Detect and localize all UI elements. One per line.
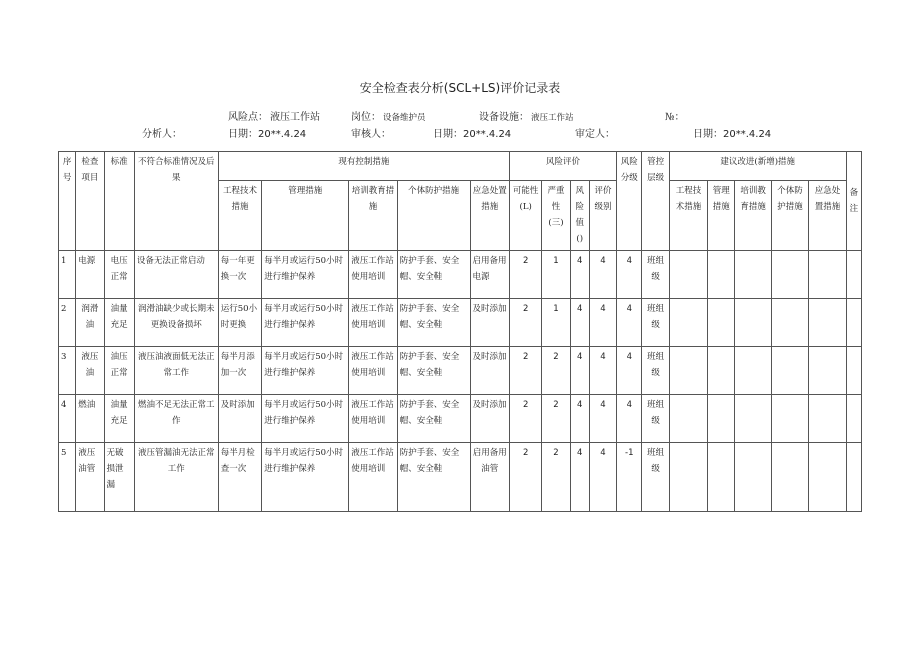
suggest-ppe-header: 个体防护措施 (771, 181, 808, 251)
no-label: №： (665, 112, 685, 123)
col-grade-header: 风险分级 (617, 152, 642, 251)
risk-value-cell: 4 (570, 394, 589, 442)
item-cell: 电源 (76, 250, 104, 298)
post-field (351, 108, 426, 123)
evaluation-table (58, 151, 862, 512)
mgmt-cell: 每半月或运行50小时进行维护保养 (262, 298, 349, 346)
ppe-cell: 防护手套、安全帽、安全鞋 (397, 298, 470, 346)
item-cell: 液压油管 (76, 443, 104, 512)
empty-cell (708, 394, 735, 442)
empty-cell (735, 346, 771, 394)
seq-cell: 1 (59, 250, 76, 298)
risk-l-header: 可能性(L) (509, 181, 541, 251)
eng-cell: 及时添加 (218, 394, 261, 442)
s-cell: 2 (542, 394, 570, 442)
eng-cell: 每半月检查一次 (218, 443, 261, 512)
empty-cell (846, 298, 861, 346)
mgmt-cell: 每半月或运行50小时进行维护保养 (262, 394, 349, 442)
seq-cell: 3 (59, 346, 76, 394)
empty-cell (669, 346, 707, 394)
seq-cell: 4 (59, 394, 76, 442)
analyst-label: 分析人： (142, 129, 182, 140)
control-level-cell: 班组级 (642, 443, 669, 512)
facility-label: 设备设施： (479, 112, 529, 123)
s-cell: 2 (542, 443, 570, 512)
col-seq-header: 序号 (59, 152, 76, 251)
risk-point-label: 风险点： (228, 112, 268, 123)
risk-value-cell: 4 (570, 443, 589, 512)
empty-cell (809, 394, 846, 442)
l-cell: 2 (509, 298, 541, 346)
risk-point-field (228, 108, 320, 123)
date-label-1: 日期： (228, 129, 258, 140)
train-cell: 液压工作站使用培训 (349, 346, 398, 394)
empty-cell (771, 298, 808, 346)
level-cell: 4 (589, 394, 616, 442)
grade-cell: -1 (617, 443, 642, 512)
table-row (59, 250, 862, 298)
date-value-2: 20**.4.24 (463, 129, 512, 140)
ppe-cell: 防护手套、安全帽、安全鞋 (397, 394, 470, 442)
control-level-cell: 班组级 (642, 250, 669, 298)
grade-cell: 4 (617, 298, 642, 346)
page-title: 安全检查表分析(SCL+LS)评价记录表 (359, 81, 561, 95)
existing-mgmt-header: 管理措施 (262, 181, 349, 251)
table-row (59, 394, 862, 442)
mgmt-cell: 每半月或运行50小时进行维护保养 (262, 443, 349, 512)
risk-point-value: 液压工作站 (270, 112, 320, 123)
standard-cell: 油量充足 (104, 298, 134, 346)
date-value-3: 20**.4.24 (723, 129, 772, 140)
mgmt-cell: 每半月或运行50小时进行维护保养 (262, 346, 349, 394)
level-cell: 4 (589, 250, 616, 298)
ppe-cell: 防护手套、安全帽、安全鞋 (397, 346, 470, 394)
emerg-cell: 启用备用电源 (470, 250, 509, 298)
emerg-cell: 及时添加 (470, 394, 509, 442)
date-field-1 (228, 125, 306, 140)
empty-cell (771, 443, 808, 512)
risk-s-header: 严重性(三) (542, 181, 570, 251)
item-cell: 润滑油 (76, 298, 104, 346)
control-level-cell: 班组级 (642, 394, 669, 442)
date-label-2: 日期： (433, 129, 463, 140)
date-field-3 (693, 125, 771, 140)
empty-cell (771, 394, 808, 442)
empty-cell (735, 250, 771, 298)
col-remark-header: 备注 (846, 152, 861, 251)
grade-cell: 4 (617, 394, 642, 442)
level-cell: 4 (589, 443, 616, 512)
standard-cell: 油量充足 (104, 394, 134, 442)
table-row (59, 443, 862, 512)
facility-value: 液压工作站 (531, 113, 574, 123)
level-cell: 4 (589, 298, 616, 346)
suggest-train-header: 培训教育措施 (735, 181, 771, 251)
empty-cell (708, 346, 735, 394)
col-nonconform-header: 不符合标准情况及后果 (134, 152, 218, 251)
standard-cell: 电压正常 (104, 250, 134, 298)
standard-cell: 油压正常 (104, 346, 134, 394)
control-level-cell: 班组级 (642, 346, 669, 394)
standard-cell: 无破损泄漏 (104, 443, 134, 512)
suggest-mgmt-header: 管理措施 (708, 181, 735, 251)
emerg-cell: 启用备用油管 (470, 443, 509, 512)
approver-label: 审定人： (575, 129, 615, 140)
eng-cell: 每一年更换一次 (218, 250, 261, 298)
level-cell: 4 (589, 346, 616, 394)
nonconform-cell: 设备无法正常启动 (134, 250, 218, 298)
ppe-cell: 防护手套、安全帽、安全鞋 (397, 443, 470, 512)
nonconform-cell: 液压油液面低无法正常工作 (134, 346, 218, 394)
table-row (59, 298, 862, 346)
empty-cell (669, 250, 707, 298)
grade-cell: 4 (617, 250, 642, 298)
nonconform-cell: 润滑油缺少或长期未更换设备损坏 (134, 298, 218, 346)
ppe-cell: 防护手套、安全帽、安全鞋 (397, 250, 470, 298)
empty-cell (708, 298, 735, 346)
empty-cell (735, 298, 771, 346)
suggest-eng-header: 工程技术措施 (669, 181, 707, 251)
risk-value-cell: 4 (570, 298, 589, 346)
eng-cell: 每半月添加一次 (218, 346, 261, 394)
eng-cell: 运行50小时更换 (218, 298, 261, 346)
suggest-emerg-header: 应急处置措施 (809, 181, 846, 251)
facility-field (479, 108, 574, 123)
risk-value-cell: 4 (570, 346, 589, 394)
mgmt-cell: 每半月或运行50小时进行维护保养 (262, 250, 349, 298)
date-field-2 (433, 125, 511, 140)
col-standard-header: 标准 (104, 152, 134, 251)
emerg-cell: 及时添加 (470, 298, 509, 346)
post-label: 岗位： (351, 112, 381, 123)
empty-cell (735, 394, 771, 442)
date-label-3: 日期： (693, 129, 723, 140)
train-cell: 液压工作站使用培训 (349, 298, 398, 346)
s-cell: 2 (542, 346, 570, 394)
emerg-cell: 及时添加 (470, 346, 509, 394)
empty-cell (735, 443, 771, 512)
empty-cell (809, 250, 846, 298)
empty-cell (846, 443, 861, 512)
nonconform-cell: 燃油不足无法正常工作 (134, 394, 218, 442)
grade-cell: 4 (617, 346, 642, 394)
reviewer-label: 审核人： (351, 129, 391, 140)
empty-cell (846, 250, 861, 298)
l-cell: 2 (509, 250, 541, 298)
existing-train-header: 培训教育措施 (349, 181, 398, 251)
l-cell: 2 (509, 443, 541, 512)
risk-level-header: 评价级别 (589, 181, 616, 251)
l-cell: 2 (509, 394, 541, 442)
existing-emerg-header: 应急处置措施 (470, 181, 509, 251)
post-value: 设备维护员 (383, 113, 426, 123)
s-cell: 1 (542, 298, 570, 346)
train-cell: 液压工作站使用培训 (349, 250, 398, 298)
existing-ppe-header: 个体防护措施 (397, 181, 470, 251)
empty-cell (708, 443, 735, 512)
suggested-measures-header: 建议改进(新增)措施 (669, 152, 846, 181)
empty-cell (846, 394, 861, 442)
nonconform-cell: 液压管漏油无法正常工作 (134, 443, 218, 512)
s-cell: 1 (542, 250, 570, 298)
empty-cell (669, 443, 707, 512)
risk-value-header: 风险值() (570, 181, 589, 251)
date-value-1: 20**.4.24 (258, 129, 307, 140)
seq-cell: 2 (59, 298, 76, 346)
existing-controls-header: 现有控制措施 (218, 152, 509, 181)
l-cell: 2 (509, 346, 541, 394)
existing-eng-header: 工程技术措施 (218, 181, 261, 251)
empty-cell (809, 346, 846, 394)
risk-value-cell: 4 (570, 250, 589, 298)
item-cell: 燃油 (76, 394, 104, 442)
control-level-cell: 班组级 (642, 298, 669, 346)
train-cell: 液压工作站使用培训 (349, 394, 398, 442)
empty-cell (669, 298, 707, 346)
risk-evaluation-header: 风险评价 (509, 152, 616, 181)
col-control-level-header: 管控层级 (642, 152, 669, 251)
empty-cell (809, 298, 846, 346)
train-cell: 液压工作站使用培训 (349, 443, 398, 512)
empty-cell (771, 346, 808, 394)
seq-cell: 5 (59, 443, 76, 512)
empty-cell (708, 250, 735, 298)
empty-cell (771, 250, 808, 298)
empty-cell (846, 346, 861, 394)
col-item-header: 检查项目 (76, 152, 104, 251)
empty-cell (809, 443, 846, 512)
item-cell: 液压油 (76, 346, 104, 394)
table-row (59, 346, 862, 394)
empty-cell (669, 394, 707, 442)
